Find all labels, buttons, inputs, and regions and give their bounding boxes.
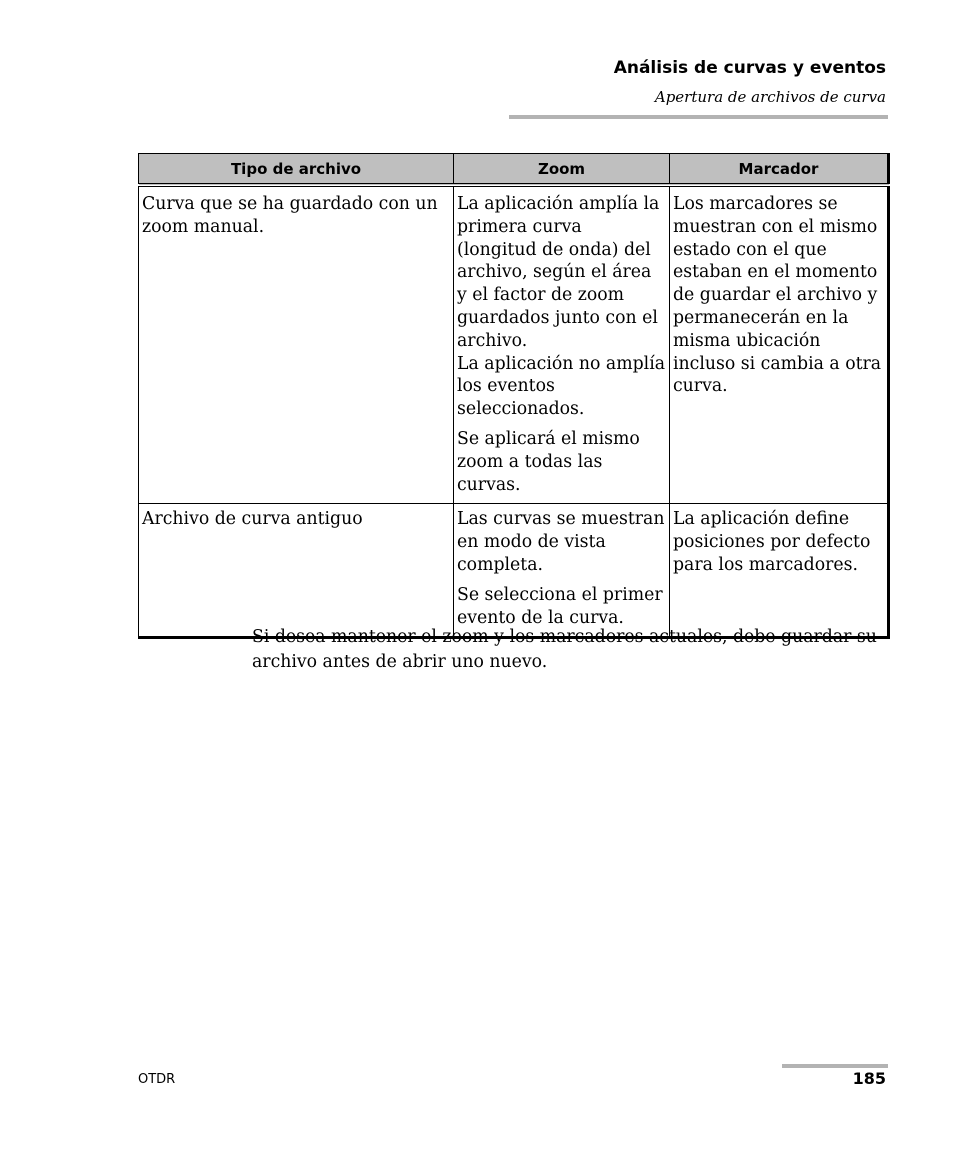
cell-text: Curva que se ha guardado con un zoom manual. <box>142 194 438 237</box>
header-divider <box>509 115 888 119</box>
cell-text <box>457 193 666 421</box>
cell-text: Archivo de curva antiguo <box>142 509 363 530</box>
column-header-marcador: Marcador <box>670 154 889 186</box>
file-type-table <box>138 153 890 639</box>
column-header-zoom: Zoom <box>454 154 670 186</box>
cell-text: Los marcadores se muestran con el mismo estado con el que estaban en el momento de guardar el archivo y permanecerán en la misma ubicación incluso si cambia a otra curva. <box>673 194 882 397</box>
cell-text-line: La aplicación amplía la primera curva (longitud de onda) del archivo, según el área y el factor de zoom guardados junto con el archivo. <box>457 194 660 351</box>
cell-text: Se selecciona el primer evento de la curva. <box>457 584 663 628</box>
footer-divider <box>782 1064 888 1068</box>
page-number: 185 <box>852 1069 886 1088</box>
cell-zoom <box>454 185 670 504</box>
table-row <box>139 185 889 504</box>
body-paragraph: Si desea mantener el zoom y los marcadores actuales, debe guardar su archivo antes de abrir uno nuevo. <box>252 627 877 672</box>
cell-marcador <box>670 504 889 638</box>
footer-product-name: OTDR <box>138 1072 176 1087</box>
cell-text: Se aplicará el mismo zoom a todas las curvas. <box>457 428 640 495</box>
table-header-row <box>139 154 889 186</box>
table-row <box>139 504 889 638</box>
section-subtitle: Apertura de archivos de curva <box>654 88 886 106</box>
cell-text: Las curvas se muestran en modo de vista completa. <box>457 509 665 575</box>
cell-tipo <box>139 504 454 638</box>
column-header-tipo: Tipo de archivo <box>139 154 454 186</box>
cell-text-line: La aplicación no amplía los eventos seleccionados. <box>457 353 666 420</box>
cell-marcador <box>670 185 889 504</box>
cell-zoom <box>454 504 670 638</box>
section-title: Análisis de curvas y eventos <box>613 58 886 78</box>
cell-text: La aplicación define posiciones por defecto para los marcadores. <box>673 509 871 575</box>
cell-tipo <box>139 185 454 504</box>
